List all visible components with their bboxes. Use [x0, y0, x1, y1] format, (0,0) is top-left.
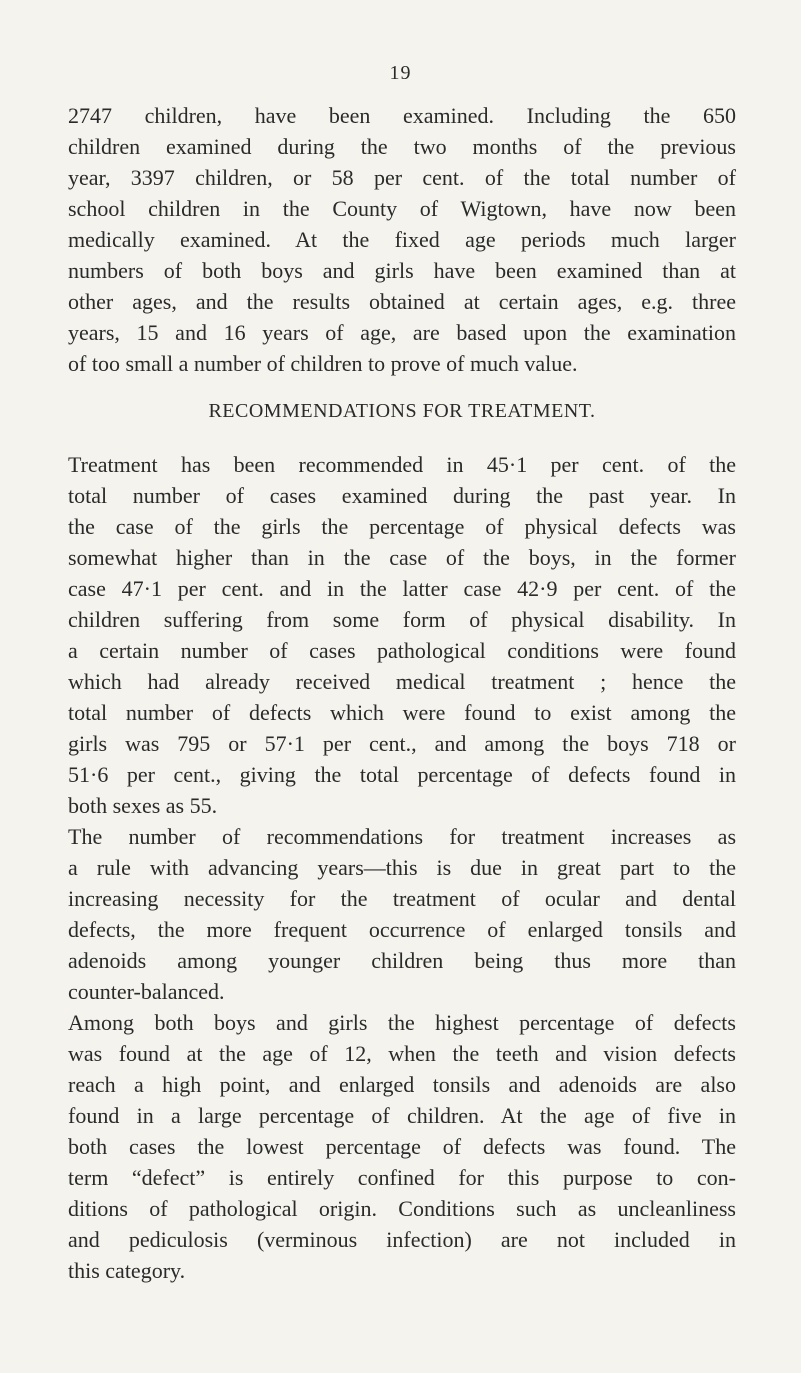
text-line: which had already received medical treatment ; hence the	[68, 669, 736, 694]
text-line: numbers of both boys and girls have been examined than at	[68, 258, 736, 283]
text-line: total number of cases examined during the past year. In	[68, 483, 736, 508]
text-line: term “defect” is entirely confined for this purpose to con-	[68, 1165, 736, 1190]
page-content	[68, 100, 736, 1286]
page-number: 19	[389, 62, 412, 84]
text-line: adenoids among younger children being thus more than	[68, 948, 736, 973]
paragraph-examination-summary	[68, 100, 736, 379]
paragraph-treatment-rates	[68, 449, 736, 821]
text-line: case 47·1 per cent. and in the latter case 42·9 per cent. of the	[68, 576, 736, 601]
text-line: increasing necessity for the treatment of ocular and dental	[68, 886, 736, 911]
text-line: counter-balanced.	[68, 979, 225, 1004]
text-line: year, 3397 children, or 58 per cent. of the total number of	[68, 165, 736, 190]
text-line: 2747 children, have been examined. Including the 650	[68, 103, 736, 128]
text-line: 51·6 per cent., giving the total percentage of defects found in	[68, 762, 736, 787]
text-line: medically examined. At the fixed age periods much larger	[68, 227, 736, 252]
text-line: Among both boys and girls the highest percentage of defects	[68, 1010, 736, 1035]
text-line: reach a high point, and enlarged tonsils and adenoids are also	[68, 1072, 736, 1097]
text-line: girls was 795 or 57·1 per cent., and among the boys 718 or	[68, 731, 736, 756]
text-line: a rule with advancing years—this is due in great part to the	[68, 855, 736, 880]
text-line: school children in the County of Wigtown, have now been	[68, 196, 736, 221]
text-line: was found at the age of 12, when the teeth and vision defects	[68, 1041, 736, 1066]
text-line: other ages, and the results obtained at certain ages, e.g. three	[68, 289, 736, 314]
text-line: both sexes as 55.	[68, 793, 218, 818]
text-line: defects, the more frequent occurrence of enlarged tonsils and	[68, 917, 736, 942]
paragraph-recommendations-trend	[68, 821, 736, 1007]
text-line: somewhat higher than in the case of the boys, in the former	[68, 545, 736, 570]
text-line: children suffering from some form of physical disability. In	[68, 607, 736, 632]
text-line: total number of defects which were found to exist among the	[68, 700, 736, 725]
text-line: The number of recommendations for treatment increases as	[68, 824, 736, 849]
text-line: this category.	[68, 1258, 186, 1283]
text-line: ditions of pathological origin. Conditions such as uncleanliness	[68, 1196, 736, 1221]
text-line: found in a large percentage of children. At the age of five in	[68, 1103, 736, 1128]
text-line: both cases the lowest percentage of defects was found. The	[68, 1134, 736, 1159]
text-line: Treatment has been recommended in 45·1 per cent. of the	[68, 452, 736, 477]
text-line: a certain number of cases pathological conditions were found	[68, 638, 736, 663]
text-line: and pediculosis (verminous infection) are not included in	[68, 1227, 736, 1252]
text-line: the case of the girls the percentage of physical defects was	[68, 514, 736, 539]
text-line: years, 15 and 16 years of age, are based upon the examination	[68, 320, 736, 345]
section-heading: RECOMMENDATIONS FOR TREATMENT.	[208, 400, 596, 422]
paragraph-defects-by-age	[68, 1007, 736, 1286]
text-line: of too small a number of children to prove of much value.	[68, 351, 578, 376]
text-line: children examined during the two months of the previous	[68, 134, 736, 159]
